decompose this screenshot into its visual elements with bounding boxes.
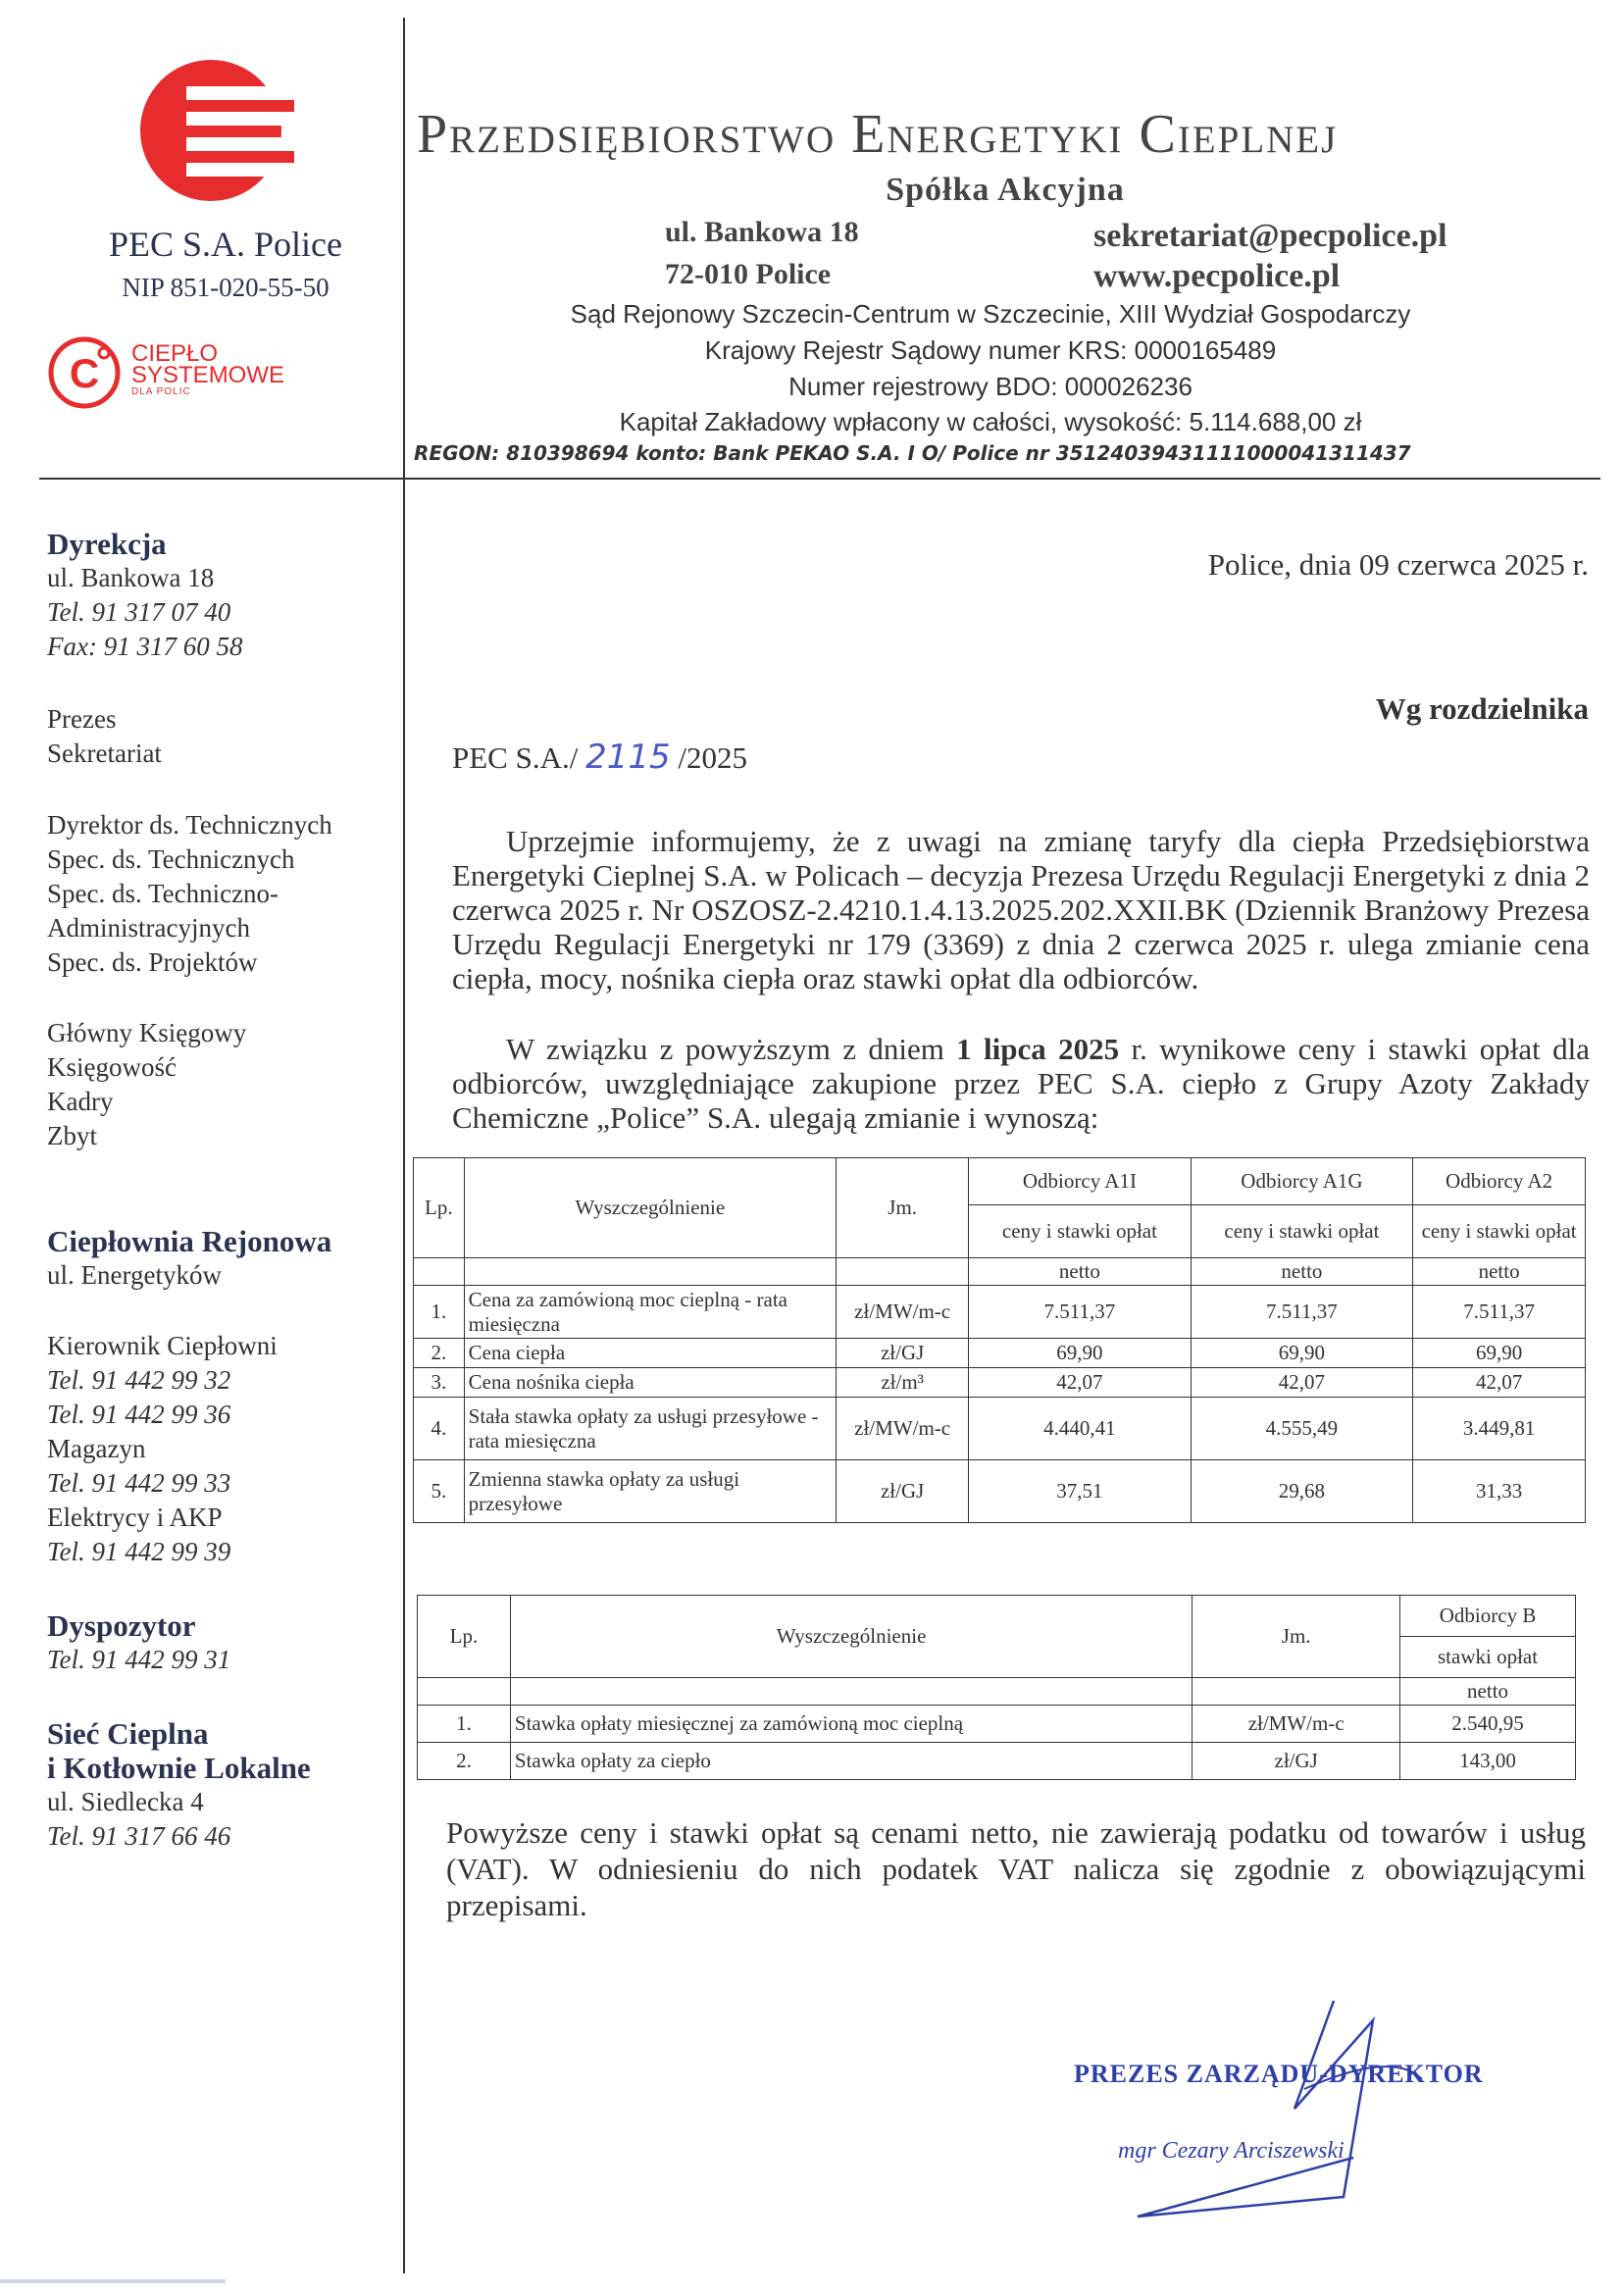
t2-h-netto: netto [1400, 1678, 1576, 1706]
street-address: ul. Bankowa 18 [665, 216, 859, 248]
dyrekcja-title: Dyrekcja [47, 527, 167, 561]
spec-tech-label: Spec. ds. Technicznych [47, 844, 295, 874]
nip: NIP 851-020-55-50 [122, 273, 330, 302]
sidebar-siec [47, 1716, 390, 1854]
paragraph-1-text: Uprzejmie informujemy, że z uwagi na zmianę taryfy dla ciepła Przedsiębiorstwa Energetyki Cieplnej S.A. w Policach – decyzja Prezesa Urzędu Regulacji Energetyki z dnia 2 czerwca 2025 r. Nr OSZOSZ-2.4210.1.4.13.2025.202.XXII.BK (Dziennik Branżowy Prezesa Urzędu Regulacji Energetyki nr 179 (3369) z dnia 2 czerwca 2025 r. ulega zmianie cena ciepła, mocy, nośnika ciepła oraz stawki opłat dla odbiorców. [452, 824, 1590, 995]
cieplo-line2: SYSTEMOWE [131, 362, 285, 388]
t1-r1-name: Cena za zamówioną moc cieplną - rata miesięczna [464, 1286, 836, 1339]
t1-spacer [837, 1258, 969, 1286]
t1-r5-a1i: 37,51 [969, 1460, 1192, 1523]
cieplownia-address: ul. Energetyków [47, 1260, 222, 1290]
t1-r1-lp: 1. [414, 1286, 465, 1339]
sidebar-dyspozytor [47, 1608, 390, 1677]
kadry-label: Kadry [47, 1087, 114, 1116]
cieplo-systemowe-text [131, 340, 285, 398]
t1-r2-name: Cena ciepła [464, 1339, 836, 1368]
prezes-label: Prezes [47, 704, 117, 734]
t1-h-a1i: Odbiorcy A1I [969, 1158, 1192, 1205]
t1-h-netto-3: netto [1413, 1258, 1586, 1286]
t2-h-jm: Jm. [1193, 1596, 1400, 1678]
magazyn-label: Magazyn [47, 1434, 146, 1463]
regon-info: REGON: 810398694 konto: Bank PEKAO S.A. I O/ Police nr 35124039431111000041311437 [414, 441, 1411, 465]
spec-ta2-label: Administracyjnych [47, 913, 250, 943]
krs-info: Krajowy Rejestr Sądowy numer KRS: 0000165489 [704, 335, 1277, 365]
spec-proj-label: Spec. ds. Projektów [47, 947, 258, 977]
table-row [414, 1368, 1586, 1398]
table-row [414, 1286, 1586, 1339]
t1-h-a1g: Odbiorcy A1G [1191, 1158, 1413, 1205]
company-form: Spółka Akcyjna [886, 172, 1125, 208]
ksiegowy-label: Główny Księgowy [47, 1018, 247, 1047]
paragraph-2 [452, 1032, 1590, 1135]
kierownik-label: Kierownik Ciepłowni [47, 1331, 278, 1360]
reference-number [452, 738, 747, 777]
cieplownia-title: Ciepłownia Rejonowa [47, 1224, 332, 1258]
dyspozytor-phone: Tel. 91 442 99 31 [47, 1645, 231, 1674]
t2-h-wysz: Wyszczególnienie [510, 1596, 1192, 1678]
kierownik-phone-1: Tel. 91 442 99 32 [47, 1365, 231, 1395]
siec-title-1: Sieć Cieplna [47, 1716, 209, 1751]
t1-r3-jm: zł/m³ [837, 1368, 969, 1398]
sidebar-finance [47, 1016, 390, 1153]
t1-h-netto-1: netto [969, 1258, 1192, 1286]
signature-title: PREZES ZARZĄDU-DYREKTOR [1074, 2060, 1484, 2088]
t2-spacer [418, 1678, 511, 1706]
t1-r4-a2: 3.449,81 [1413, 1398, 1586, 1460]
cieplo-line3: DLA POLIC [131, 386, 191, 397]
elektrycy-label: Elektrycy i AKP [47, 1503, 223, 1532]
t2-h-stawki: stawki opłat [1400, 1637, 1576, 1678]
t1-r3-a1g: 42,07 [1191, 1368, 1413, 1398]
t1-r3-a1i: 42,07 [969, 1368, 1192, 1398]
pec-logo-icon [127, 57, 294, 204]
t1-h-netto-2: netto [1191, 1258, 1413, 1286]
dyr-tech-label: Dyrektor ds. Technicznych [47, 810, 332, 840]
svg-text:C: C [69, 350, 100, 396]
dyspozytor-title: Dyspozytor [47, 1608, 196, 1643]
t1-r2-a1i: 69,90 [969, 1339, 1192, 1368]
cieplo-line1: CIEPŁO [131, 340, 219, 367]
company-name: Przedsiębiorstwo Energetyki Cieplnej [417, 104, 1339, 165]
ref-suffix: /2025 [678, 740, 748, 775]
t1-r3-lp: 3. [414, 1368, 465, 1398]
t1-r4-a1i: 4.440,41 [969, 1398, 1192, 1460]
t1-r1-jm: zł/MW/m-c [837, 1286, 969, 1339]
sidebar-dyrekcja [47, 527, 390, 664]
table-row [418, 1706, 1576, 1743]
t1-r2-a2: 69,90 [1413, 1339, 1586, 1368]
t1-r5-lp: 5. [414, 1460, 465, 1523]
t1-r2-jm: zł/GJ [837, 1339, 969, 1368]
capital-info: Kapitał Zakładowy wpłacony w całości, wysokość: 5.114.688,00 zł [619, 407, 1362, 436]
ref-handwritten-number: 2115 [585, 738, 671, 777]
t1-r5-name: Zmienna stawka opłaty za usługi przesyłowe [464, 1460, 836, 1523]
ksiegowosc-label: Księgowość [47, 1052, 177, 1082]
sidebar-cieplownia [47, 1224, 390, 1293]
table-row [418, 1743, 1576, 1780]
ref-prefix: PEC S.A./ [452, 740, 579, 775]
sidebar-prezes [47, 702, 390, 771]
t1-r4-a1g: 4.555,49 [1191, 1398, 1413, 1460]
t1-h-ceny-2: ceny i stawki opłat [1191, 1205, 1413, 1258]
website-link[interactable]: www.pecpolice.pl [1093, 258, 1341, 294]
t1-r2-lp: 2. [414, 1339, 465, 1368]
cieplo-systemowe-logo-icon [45, 333, 124, 412]
p2-part-a: W związku z powyższym z dniem [506, 1032, 957, 1066]
table-row [414, 1339, 1586, 1368]
t1-r5-a2: 31,33 [1413, 1460, 1586, 1523]
pec-name: PEC S.A. Police [108, 225, 343, 264]
t2-r1-jm: zł/MW/m-c [1193, 1706, 1400, 1743]
t2-h-lp: Lp. [418, 1596, 511, 1678]
header-divider [39, 478, 1600, 480]
t1-r1-a2: 7.511,37 [1413, 1286, 1586, 1339]
t2-r2-lp: 2. [418, 1743, 511, 1780]
siec-address: ul. Siedlecka 4 [47, 1787, 204, 1816]
t1-h-wysz: Wyszczególnienie [464, 1158, 836, 1258]
dyrekcja-address: ul. Bankowa 18 [47, 563, 215, 592]
dyrekcja-fax: Fax: 91 317 60 58 [47, 632, 243, 661]
t1-r4-name: Stała stawka opłaty za usługi przesyłowe - rata miesięczna [464, 1398, 836, 1460]
kierownik-phone-2: Tel. 91 442 99 36 [47, 1400, 231, 1429]
rates-table-a [413, 1157, 1586, 1523]
spec-ta1-label: Spec. ds. Techniczno- [47, 879, 279, 908]
recipient: Wg rozdzielnika [1375, 691, 1589, 726]
dyrekcja-phone: Tel. 91 317 07 40 [47, 597, 231, 627]
t1-r5-a1g: 29,68 [1191, 1460, 1413, 1523]
t2-spacer [1193, 1678, 1400, 1706]
magazyn-phone: Tel. 91 442 99 33 [47, 1468, 231, 1498]
siec-phone: Tel. 91 317 66 46 [47, 1821, 231, 1851]
t1-r3-a2: 42,07 [1413, 1368, 1586, 1398]
letter-date: Police, dnia 09 czerwca 2025 r. [1207, 547, 1589, 582]
t2-spacer [510, 1678, 1192, 1706]
vertical-divider [403, 18, 405, 2273]
closing-paragraph: Powyższe ceny i stawki opłat są cenami netto, nie zawierają podatku od towarów i usług (VAT). W odniesieniu do nich podatek VAT nalicza się zgodnie z obowiązującymi przepisami. [446, 1815, 1586, 1922]
t1-r4-lp: 4. [414, 1398, 465, 1460]
t2-r1-b: 2.540,95 [1400, 1706, 1576, 1743]
sekretariat-label: Sekretariat [47, 739, 162, 768]
signature-scrawl [1098, 1991, 1432, 2226]
t1-r1-a1g: 7.511,37 [1191, 1286, 1413, 1339]
t1-h-ceny-1: ceny i stawki opłat [969, 1205, 1192, 1258]
t1-r4-jm: zł/MW/m-c [837, 1398, 969, 1460]
t1-h-ceny-3: ceny i stawki opłat [1413, 1205, 1586, 1258]
t2-r1-name: Stawka opłaty miesięcznej za zamówioną moc cieplną [510, 1706, 1192, 1743]
paragraph-2-text [452, 1032, 1590, 1135]
table-row [414, 1398, 1586, 1460]
elektrycy-phone: Tel. 91 442 99 39 [47, 1537, 231, 1566]
t1-r1-a1i: 7.511,37 [969, 1286, 1192, 1339]
t2-r2-name: Stawka opłaty za ciepło [510, 1743, 1192, 1780]
paragraph-1 [452, 824, 1590, 995]
t2-h-b: Odbiorcy B [1400, 1596, 1576, 1637]
t1-r5-jm: zł/GJ [837, 1460, 969, 1523]
zbyt-label: Zbyt [47, 1121, 97, 1150]
table-row [414, 1460, 1586, 1523]
t2-r2-b: 143,00 [1400, 1743, 1576, 1780]
court-info: Sąd Rejonowy Szczecin-Centrum w Szczecinie, XIII Wydział Gospodarczy [570, 299, 1411, 329]
t2-r1-lp: 1. [418, 1706, 511, 1743]
rates-table-b [417, 1595, 1576, 1780]
city-address: 72-010 Police [665, 258, 832, 290]
bottom-bar [0, 2279, 226, 2283]
t2-r2-jm: zł/GJ [1193, 1743, 1400, 1780]
sidebar-kierownik [47, 1329, 390, 1569]
t1-h-lp: Lp. [414, 1158, 465, 1258]
t1-spacer [464, 1258, 836, 1286]
signature-name: mgr Cezary Arciszewski [1118, 2138, 1345, 2164]
sidebar-technical [47, 808, 390, 980]
bdo-info: Numer rejestrowy BDO: 000026236 [788, 372, 1193, 401]
t1-h-jm: Jm. [837, 1158, 969, 1258]
email-link[interactable]: sekretariat@pecpolice.pl [1093, 218, 1447, 254]
t1-h-a2: Odbiorcy A2 [1413, 1158, 1586, 1205]
siec-title-2: i Kotłownie Lokalne [47, 1751, 311, 1785]
p2-date-bold: 1 lipca 2025 [956, 1032, 1120, 1066]
t1-r3-name: Cena nośnika ciepła [464, 1368, 836, 1398]
t1-r2-a1g: 69,90 [1191, 1339, 1413, 1368]
p2-part-c: r. wynikowe ceny i stawki opłat dla odbiorców, uwzględniające zakupione przez PEC S.A. ciepło z Grupy Azoty Zakłady Chemiczne „Police” S.A. ulegają zmianie i wynoszą: [452, 1032, 1590, 1135]
t1-spacer [414, 1258, 465, 1286]
